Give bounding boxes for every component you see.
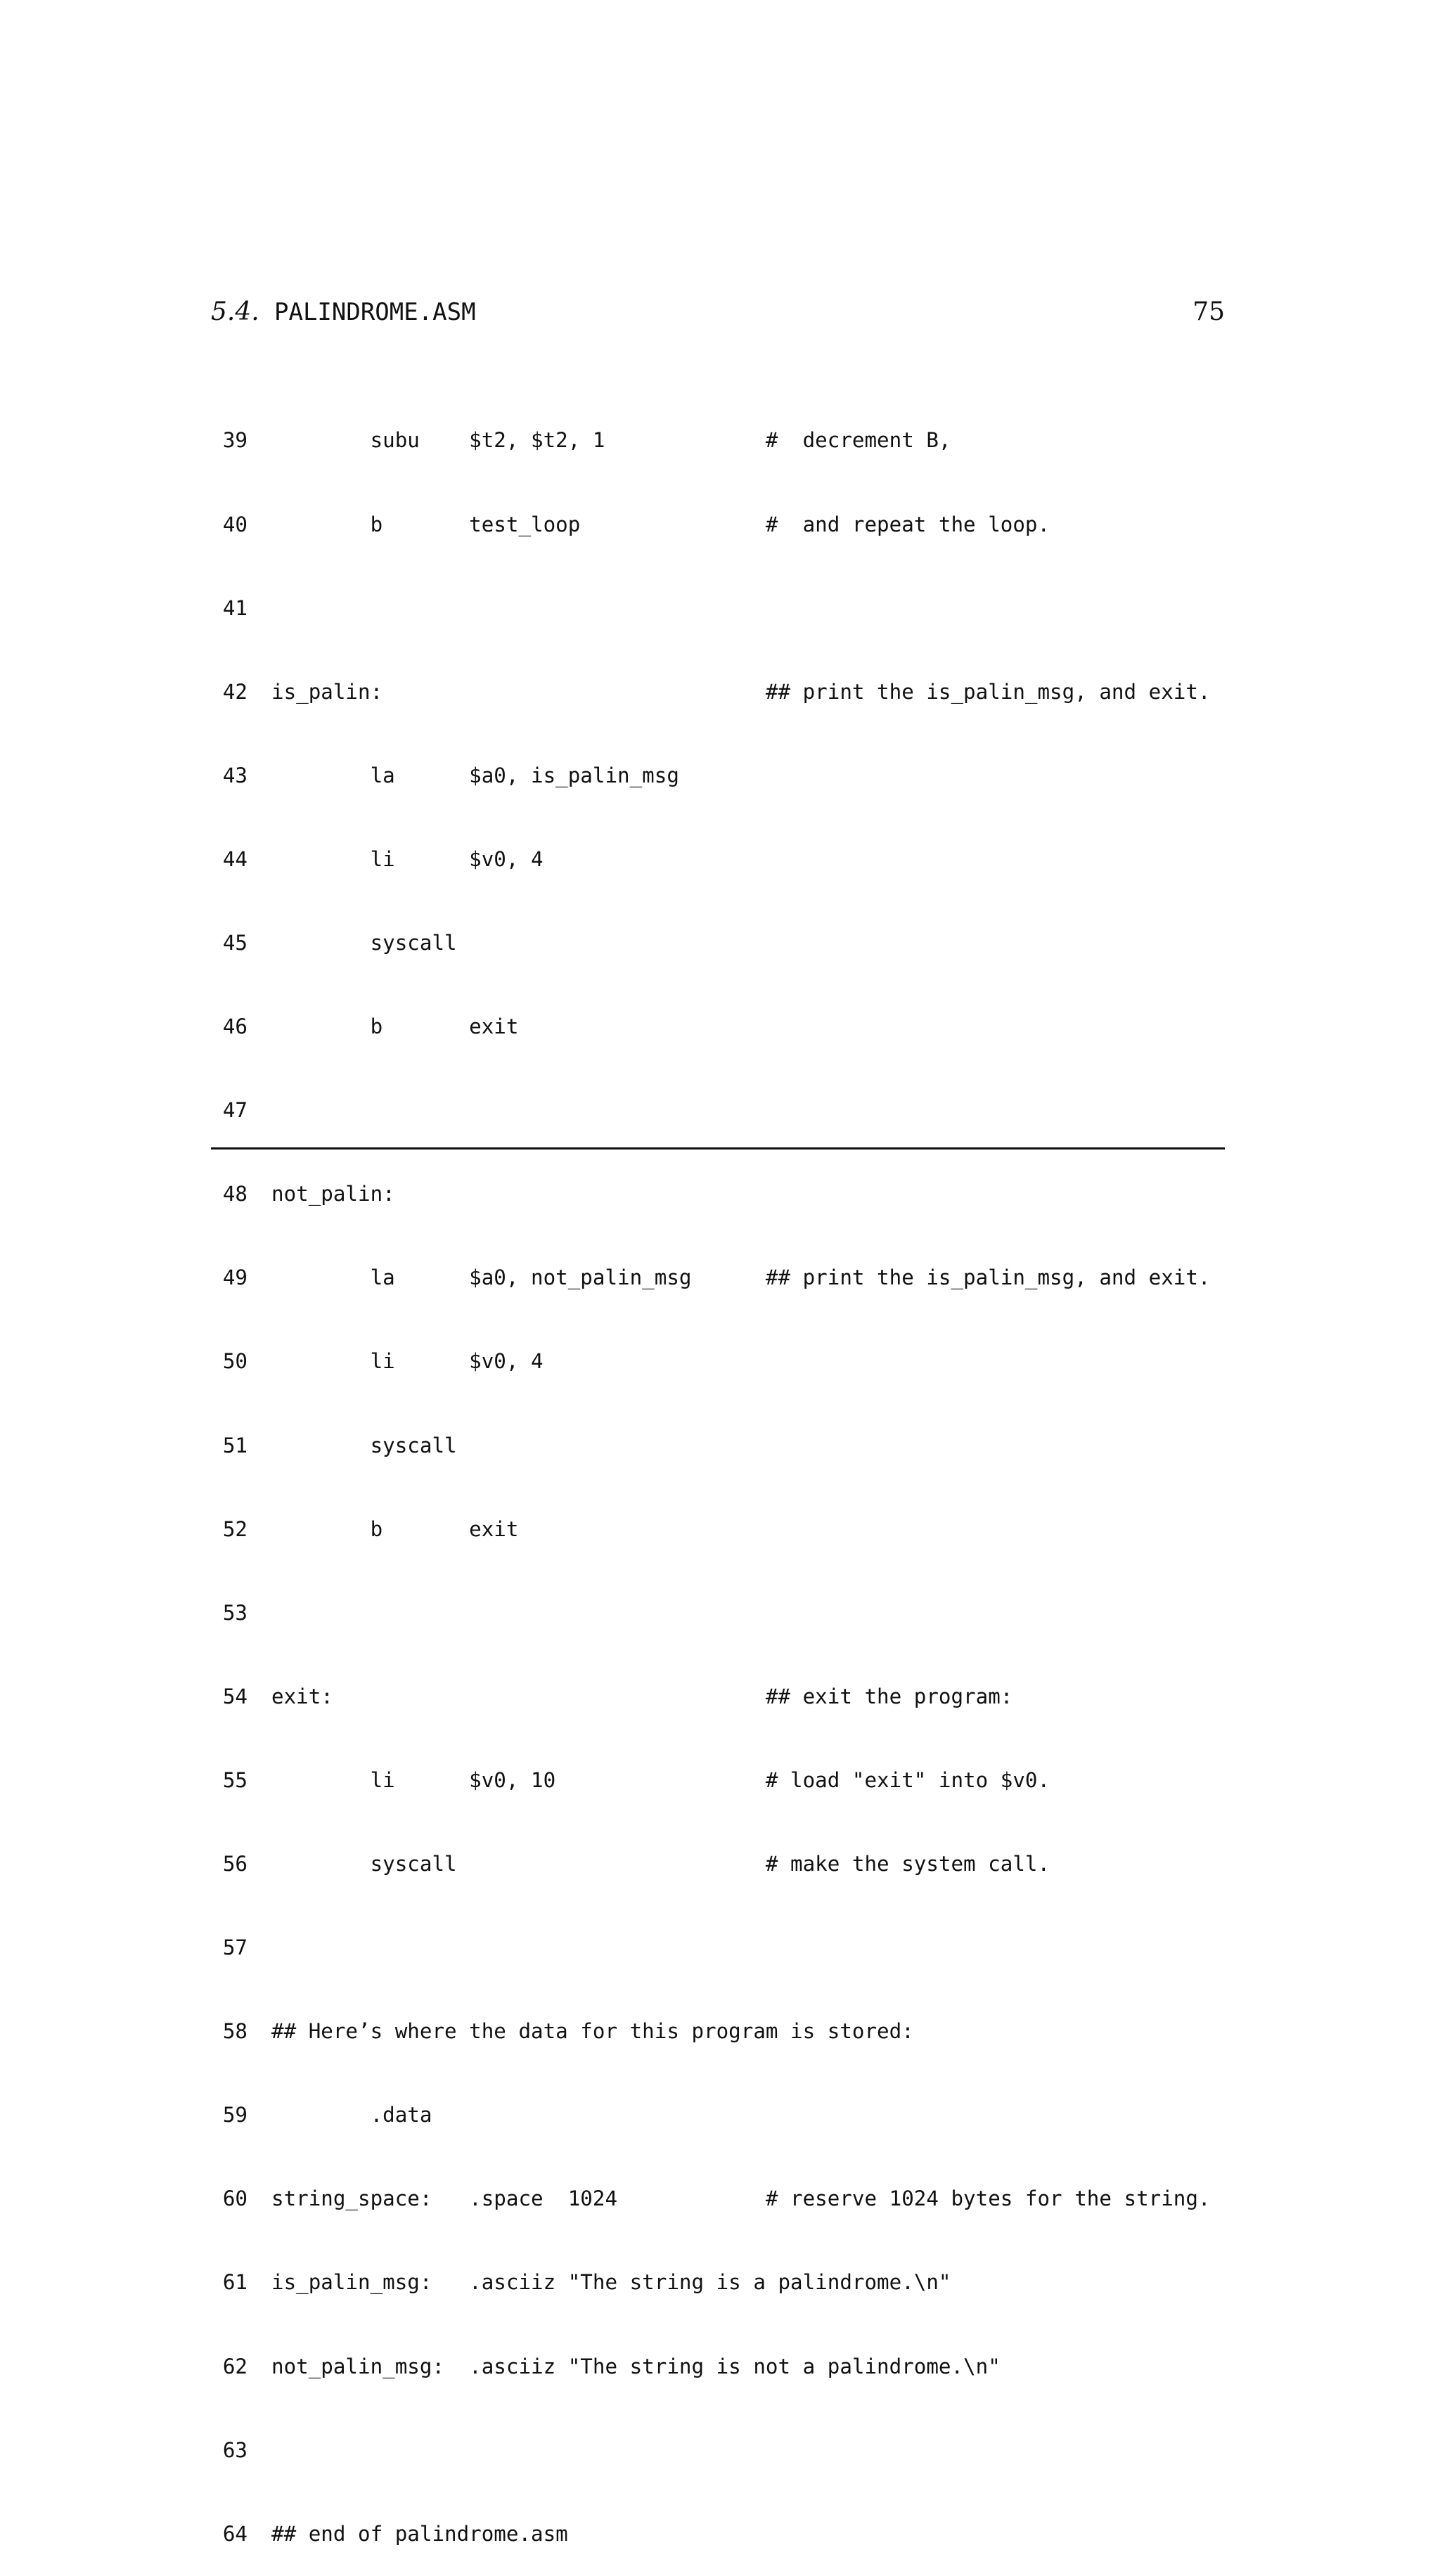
code-text: b exit — [271, 1015, 519, 1039]
code-text: la $a0, is_palin_msg — [271, 763, 679, 787]
code-line — [211, 1097, 1225, 1125]
code-line — [211, 929, 1225, 958]
page-number: 75 — [1192, 297, 1225, 326]
line-number: 58 — [222, 2019, 248, 2044]
code-line — [211, 678, 1225, 707]
code-text: syscall — [271, 930, 457, 955]
code-text: b exit — [271, 1516, 519, 1541]
code-line — [211, 595, 1225, 623]
code-line — [211, 1264, 1225, 1292]
code-line — [211, 762, 1225, 790]
line-number: 45 — [222, 930, 248, 955]
line-number: 48 — [222, 1182, 248, 1206]
line-number: 51 — [222, 1433, 248, 1457]
code-text: .data — [271, 2103, 432, 2127]
code-line — [211, 1432, 1225, 1460]
code-line — [211, 1850, 1225, 1879]
code-line — [211, 2353, 1225, 2381]
code-text: la $a0, not_palin_msg ## print the is_palin_msg, and exit. — [271, 1266, 1211, 1290]
section-number: 5.4. — [211, 297, 259, 326]
code-text: string_space: .space 1024 # reserve 1024 bytes for the string. — [271, 2187, 1211, 2211]
code-line — [211, 1683, 1225, 1711]
code-text: li $v0, 10 # load "exit" into $v0. — [271, 1767, 1050, 1792]
code-text: is_palin_msg: .asciiz "The string is a palindrome.\n" — [271, 2270, 951, 2295]
code-line — [211, 2018, 1225, 2046]
code-line — [211, 1516, 1225, 1544]
line-number: 39 — [222, 428, 248, 453]
code-line — [211, 1180, 1225, 1209]
line-number: 47 — [222, 1098, 248, 1123]
line-number: 60 — [222, 2187, 248, 2211]
code-line — [211, 1599, 1225, 1628]
line-number: 62 — [222, 2354, 248, 2378]
code-line — [211, 2437, 1225, 2465]
line-number: 54 — [222, 1684, 248, 1708]
code-text: b test_loop # and repeat the loop. — [271, 512, 1050, 536]
code-line — [211, 1934, 1225, 1962]
code-line — [211, 846, 1225, 874]
line-number: 42 — [222, 679, 248, 704]
code-line — [211, 2185, 1225, 2213]
code-text: li $v0, 4 — [271, 846, 544, 871]
line-number: 61 — [222, 2270, 248, 2295]
code-line — [211, 511, 1225, 539]
line-number: 56 — [222, 1852, 248, 1876]
line-number: 41 — [222, 595, 248, 620]
code-text: is_palin: ## print the is_palin_msg, and exit. — [271, 679, 1211, 704]
listing-end-rule — [211, 1147, 1225, 1149]
code-text: not_palin: — [271, 1182, 395, 1206]
code-line — [211, 1767, 1225, 1795]
line-number: 40 — [222, 512, 248, 536]
code-text: ## Here’s where the data for this program is stored: — [271, 2019, 914, 2044]
code-text: subu $t2, $t2, 1 # decrement B, — [271, 428, 951, 453]
code-line — [211, 427, 1225, 455]
code-line — [211, 1348, 1225, 1376]
code-listing — [211, 371, 1225, 2576]
line-number: 64 — [222, 2521, 248, 2546]
page-header — [211, 294, 1225, 333]
code-text: syscall # make the system call. — [271, 1852, 1050, 1876]
line-number: 50 — [222, 1349, 248, 1374]
line-number: 53 — [222, 1600, 248, 1625]
code-text: ## end of palindrome.asm — [271, 2521, 568, 2546]
code-line — [211, 2101, 1225, 2130]
code-text: not_palin_msg: .asciiz "The string is not a palindrome.\n" — [271, 2354, 1001, 2378]
line-number: 46 — [222, 1015, 248, 1039]
line-number: 55 — [222, 1767, 248, 1792]
line-number: 59 — [222, 2103, 248, 2127]
line-number: 44 — [222, 846, 248, 871]
code-text: exit: ## exit the program: — [271, 1684, 1013, 1708]
code-line — [211, 2269, 1225, 2297]
code-text: li $v0, 4 — [271, 1349, 544, 1374]
section-title: PALINDROME.ASM — [274, 298, 476, 326]
line-number: 63 — [222, 2437, 248, 2462]
line-number: 52 — [222, 1516, 248, 1541]
line-number: 43 — [222, 763, 248, 787]
code-line — [211, 2520, 1225, 2549]
code-text: syscall — [271, 1433, 457, 1457]
code-line — [211, 1013, 1225, 1041]
line-number: 49 — [222, 1266, 248, 1290]
line-number: 57 — [222, 1936, 248, 1960]
